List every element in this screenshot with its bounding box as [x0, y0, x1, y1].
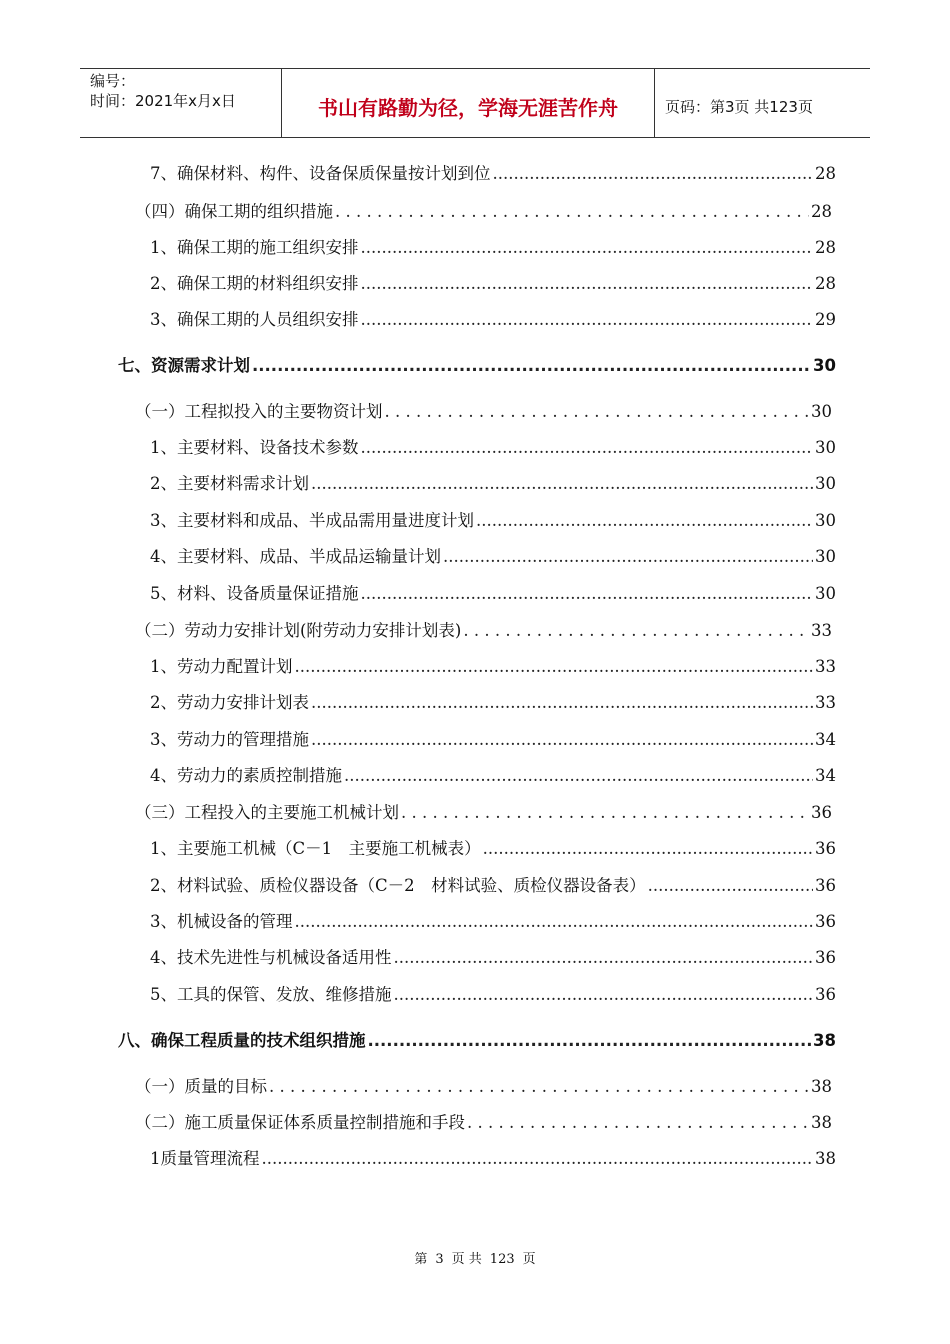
toc-entry[interactable]	[135, 799, 832, 823]
toc-entry[interactable]	[150, 306, 836, 330]
toc-entry-title: 3、劳动力的管理措施	[150, 730, 309, 749]
toc-entry-page: 28	[815, 164, 836, 183]
toc-entry[interactable]	[150, 726, 836, 750]
page-footer	[0, 1248, 950, 1267]
toc-leader-dots	[648, 876, 813, 895]
toc-entry[interactable]	[150, 981, 836, 1005]
toc-leader-dots	[443, 547, 813, 566]
page-header	[80, 68, 870, 138]
toc-entry-page: 36	[815, 839, 836, 858]
toc-leader-dots	[344, 766, 813, 785]
toc-entry[interactable]	[135, 198, 832, 222]
toc-entry[interactable]	[150, 835, 836, 859]
toc-entry[interactable]	[150, 543, 836, 567]
toc-entry[interactable]	[150, 1145, 836, 1169]
toc-entry-title: （一）质量的目标	[135, 1077, 267, 1096]
toc-entry-title: 1、劳动力配置计划	[150, 657, 293, 676]
toc-entry-title: 2、主要材料需求计划	[150, 474, 309, 493]
toc-leader-dots	[295, 912, 814, 931]
toc-entry-page: 30	[813, 356, 836, 375]
toc-entry-page: 33	[815, 693, 836, 712]
footer-page: 3	[435, 1252, 444, 1267]
toc-entry-page: 36	[815, 985, 836, 1004]
toc-entry-page: 38	[811, 1113, 832, 1132]
toc-leader-dots	[394, 985, 814, 1004]
footer-suffix: 页	[522, 1252, 536, 1267]
toc-entry-title: （一）工程拟投入的主要物资计划	[135, 402, 383, 421]
toc-leader-dots	[311, 693, 813, 712]
toc-entry-title: （二）施工质量保证体系质量控制措施和手段	[135, 1113, 465, 1132]
toc-entry-title: 7、确保材料、构件、设备保质保量按计划到位	[150, 164, 491, 183]
toc-entry[interactable]	[118, 1027, 836, 1051]
footer-total: 123	[489, 1252, 515, 1267]
toc-leader-dots	[394, 948, 814, 967]
toc-entry[interactable]	[150, 160, 836, 184]
toc-entry-page: 29	[815, 310, 836, 329]
toc-entry[interactable]	[150, 908, 836, 932]
toc-entry-page: 38	[813, 1031, 836, 1050]
toc-entry-title: 1、确保工期的施工组织安排	[150, 238, 359, 257]
toc-entry[interactable]	[150, 434, 836, 458]
toc-entry-page: 36	[815, 912, 836, 931]
toc-entry-title: （四）确保工期的组织措施	[135, 202, 333, 221]
time-label: 时间：2021年x月x日	[90, 92, 236, 110]
toc-entry[interactable]	[135, 1073, 832, 1097]
toc-entry-title: 1质量管理流程	[150, 1149, 260, 1168]
toc-entry[interactable]	[135, 1109, 832, 1133]
toc-leader-dots	[252, 356, 811, 375]
toc-entry-page: 30	[811, 402, 832, 421]
toc-entry-page: 33	[811, 621, 832, 640]
toc-entry-page: 28	[811, 202, 832, 221]
toc-entry[interactable]	[150, 507, 836, 531]
toc-entry[interactable]	[150, 689, 836, 713]
toc-entry-page: 30	[815, 584, 836, 603]
toc-leader-dots	[463, 621, 809, 640]
toc-entry-title: 2、材料试验、质检仪器设备（C－2 材料试验、质检仪器设备表）	[150, 876, 646, 895]
footer-prefix: 第	[414, 1252, 428, 1267]
toc-entry[interactable]	[150, 762, 836, 786]
toc-entry-page: 28	[815, 238, 836, 257]
toc-entry[interactable]	[150, 872, 836, 896]
toc-entry-title: 4、劳动力的素质控制措施	[150, 766, 342, 785]
toc-entry-page: 28	[815, 274, 836, 293]
toc-entry[interactable]	[150, 270, 836, 294]
toc-entry[interactable]	[135, 617, 832, 641]
toc-leader-dots	[295, 657, 814, 676]
toc-entry-title: 3、机械设备的管理	[150, 912, 293, 931]
toc-entry-page: 36	[815, 876, 836, 895]
toc-entry-title: （三）工程投入的主要施工机械计划	[135, 803, 399, 822]
toc-entry-title: （二）劳动力安排计划(附劳动力安排计划表)	[135, 621, 462, 640]
toc-entry-title: 4、主要材料、成品、半成品运输量计划	[150, 547, 441, 566]
footer-mid: 页 共	[451, 1252, 482, 1267]
toc-entry[interactable]	[150, 234, 836, 258]
toc-entry[interactable]	[135, 398, 832, 422]
toc-entry-title: 3、确保工期的人员组织安排	[150, 310, 359, 329]
toc-leader-dots	[467, 1113, 809, 1132]
toc-entry[interactable]	[150, 944, 836, 968]
toc-entry-title: 5、工具的保管、发放、维修措施	[150, 985, 392, 1004]
toc-entry-page: 36	[811, 803, 832, 822]
toc-entry-title: 2、劳动力安排计划表	[150, 693, 309, 712]
toc-entry[interactable]	[150, 653, 836, 677]
header-meta	[80, 69, 282, 137]
toc-leader-dots	[385, 402, 810, 421]
toc-entry[interactable]	[150, 580, 836, 604]
toc-entry-title: 八、确保工程质量的技术组织措施	[118, 1031, 366, 1050]
header-motto: 书山有路勤为径，学海无涯苦作舟	[282, 69, 655, 137]
toc-leader-dots	[368, 1031, 812, 1050]
toc-leader-dots	[335, 202, 809, 221]
toc-leader-dots	[269, 1077, 809, 1096]
toc-entry-page: 38	[815, 1149, 836, 1168]
toc-entry-title: 1、主要施工机械（C－1 主要施工机械表）	[150, 839, 481, 858]
toc-leader-dots	[361, 274, 814, 293]
toc-entry-page: 30	[815, 438, 836, 457]
toc-entry-title: 七、资源需求计划	[118, 356, 250, 375]
toc-leader-dots	[476, 511, 813, 530]
toc-entry-page: 30	[815, 547, 836, 566]
toc-leader-dots	[361, 438, 814, 457]
toc-entry-title: 3、主要材料和成品、半成品需用量进度计划	[150, 511, 474, 530]
toc-entry-title: 1、主要材料、设备技术参数	[150, 438, 359, 457]
toc-entry-title: 4、技术先进性与机械设备适用性	[150, 948, 392, 967]
toc-leader-dots	[493, 164, 814, 183]
toc-entry-page: 30	[815, 474, 836, 493]
header-page-info: 页码：第3页 共123页	[665, 97, 813, 116]
toc-entry-page: 34	[815, 766, 836, 785]
toc-entry-title: 5、材料、设备质量保证措施	[150, 584, 359, 603]
toc-entry-title: 2、确保工期的材料组织安排	[150, 274, 359, 293]
toc-entry[interactable]	[118, 352, 836, 376]
toc-leader-dots	[262, 1149, 814, 1168]
number-label: 编号：	[90, 72, 136, 90]
toc-leader-dots	[361, 584, 814, 603]
toc-entry-page: 38	[811, 1077, 832, 1096]
toc-entry-page: 34	[815, 730, 836, 749]
toc-leader-dots	[311, 474, 813, 493]
toc-entry-page: 33	[815, 657, 836, 676]
toc-leader-dots	[311, 730, 813, 749]
toc-leader-dots	[483, 839, 813, 858]
toc-entry-page: 36	[815, 948, 836, 967]
toc-leader-dots	[361, 238, 814, 257]
toc-leader-dots	[361, 310, 814, 329]
toc-leader-dots	[401, 803, 809, 822]
toc-entry[interactable]	[150, 470, 836, 494]
toc-entry-page: 30	[815, 511, 836, 530]
